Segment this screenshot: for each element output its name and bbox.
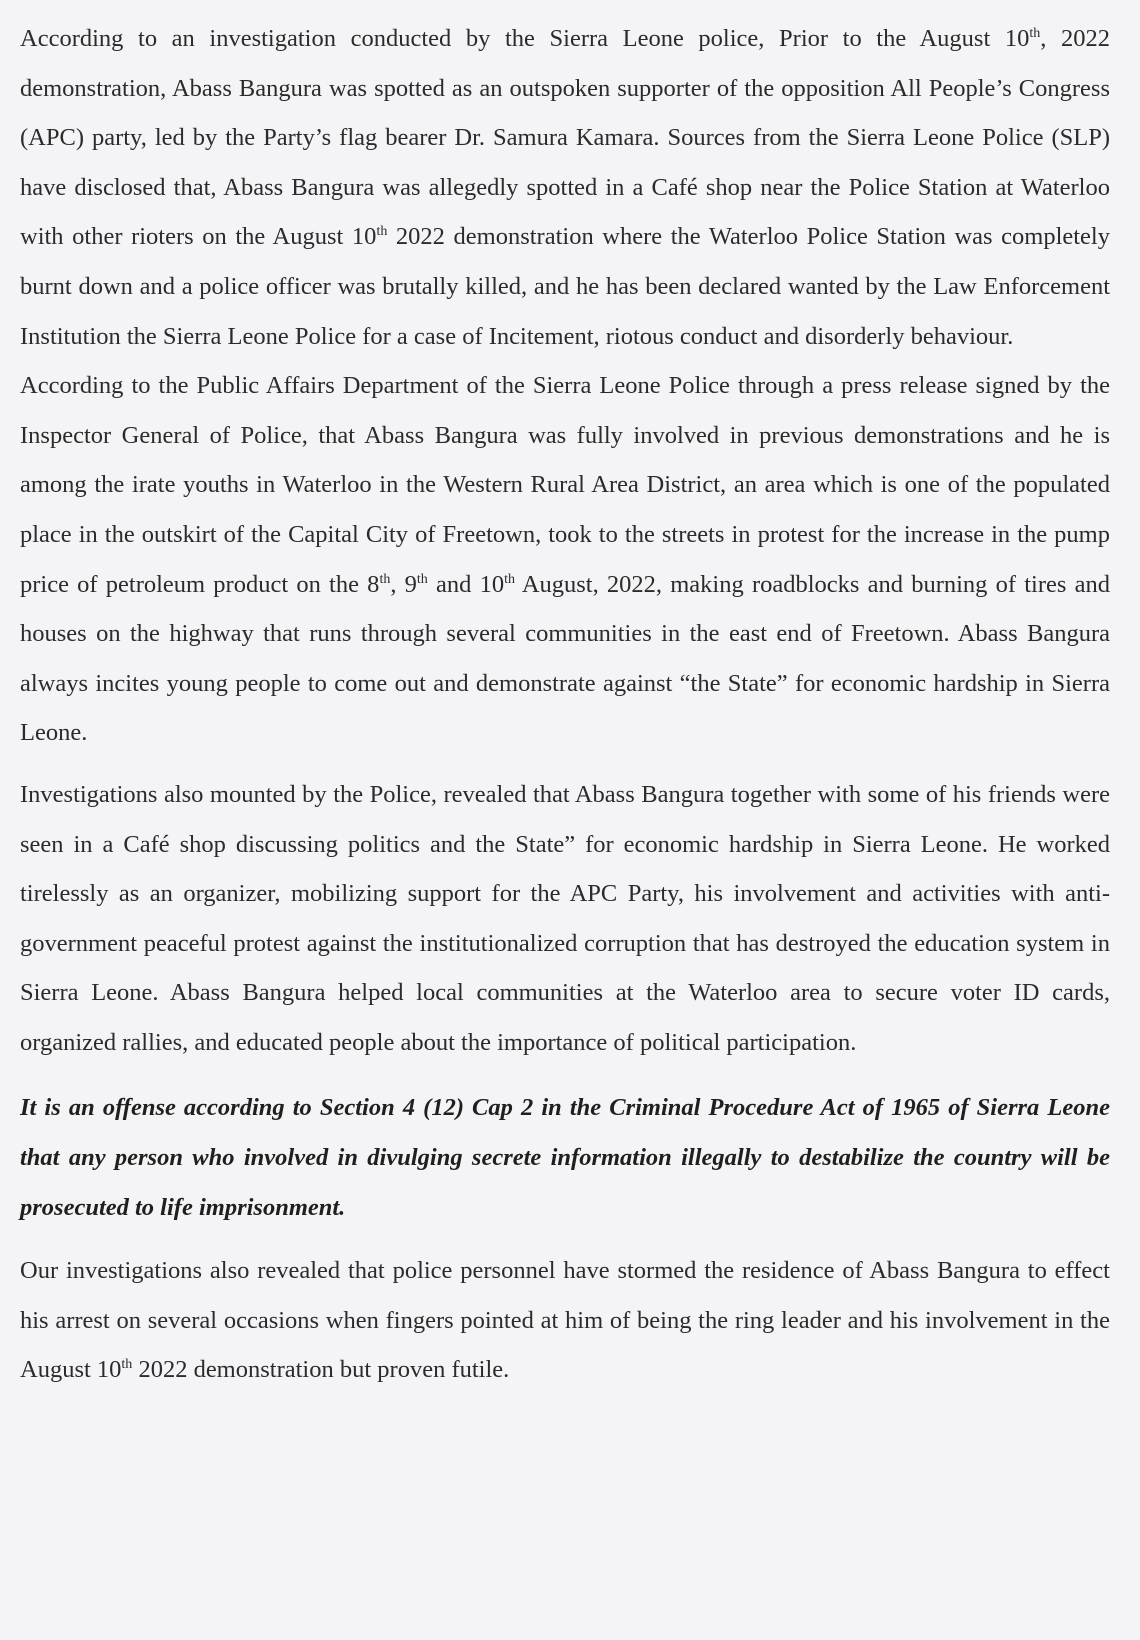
ordinal-suffix: th	[379, 571, 391, 587]
text-run: , 2022 demonstration, Abass Bangura was spotted as an outspoken supporter of the opposition All People’s Congress (APC) party, led by the Party’s flag bearer Dr. Samura Kamara. Sources from the Sierra Leone Police (SLP) have disclosed that, Abass Bangura was allegedly spotted in a Café shop near the Police Station at Waterloo with other rioters on the August 10	[20, 25, 1110, 251]
paragraph-investigation-intro	[20, 14, 1110, 361]
text-run: and 10	[427, 570, 505, 598]
ordinal-suffix: th	[416, 571, 428, 587]
ordinal-suffix: th	[121, 1357, 133, 1373]
paragraph-arrest-attempts	[20, 1246, 1110, 1395]
text-run: 2022 demonstration where the Waterloo Police Station was completely burnt down and a police officer was brutally killed, and he has been declared wanted by the Law Enforcement Institution the Sierra Leone Police for a case of Incitement, riotous conduct and disorderly behaviour.	[20, 223, 1110, 350]
text-run: According to the Public Affairs Department of the Sierra Leone Police through a press release signed by the Inspector General of Police, that Abass Bangura was fully involved in previous demonstrations and he is among the irate youths in Waterloo in the Western Rural Area District, an area which is one of the populated place in the outskirt of the Capital City of Freetown, took to the streets in protest for the increase in the pump price of petroleum product on the 8	[20, 372, 1110, 598]
ordinal-suffix: th	[376, 224, 388, 240]
text-run: Investigations also mounted by the Police, revealed that Abass Bangura together with some of his friends were seen in a Café shop discussing politics and the State” for economic hardship in Sierra Leone. He worked tirelessly as an organizer, mobilizing support for the APC Party, his involvement and activities with anti-government peaceful protest against the institutionalized corruption that has destroyed the education system in Sierra Leone. Abass Bangura helped local communities at the Waterloo area to secure voter ID cards, organized rallies, and educated people about the importance of political participation.	[20, 780, 1110, 1056]
ordinal-suffix: th	[504, 571, 515, 587]
text-run: August, 2022, making roadblocks and burning of tires and houses on the highway that runs through several communities in the east end of Freetown. Abass Bangura always incites young people to come out and demonstrate against “the State” for economic hardship in Sierra Leone.	[20, 570, 1110, 747]
text-run: It is an offense according to Section 4 (12) Cap 2 in the Criminal Procedure Act of 1965 of Sierra Leone that any person who involved in divulging secrete information illegally to destabilize the country will be prosecuted to life imprisonment.	[20, 1094, 1110, 1221]
paragraph-legal-notice	[20, 1083, 1110, 1232]
paragraph-press-release	[20, 361, 1110, 758]
ordinal-suffix: th	[1029, 26, 1041, 41]
text-run: , 9	[390, 570, 417, 598]
text-run: According to an investigation conducted by the Sierra Leone police, Prior to the August 10	[20, 25, 1030, 52]
text-run: Our investigations also revealed that police personnel have stormed the residence of Abass Bangura to effect his arrest on several occasions when fingers pointed at him of being the ring leader and his involvement in the August 10	[20, 1257, 1110, 1384]
text-run: 2022 demonstration but proven futile.	[132, 1356, 510, 1384]
paragraph-cafe-investigation	[20, 770, 1110, 1068]
